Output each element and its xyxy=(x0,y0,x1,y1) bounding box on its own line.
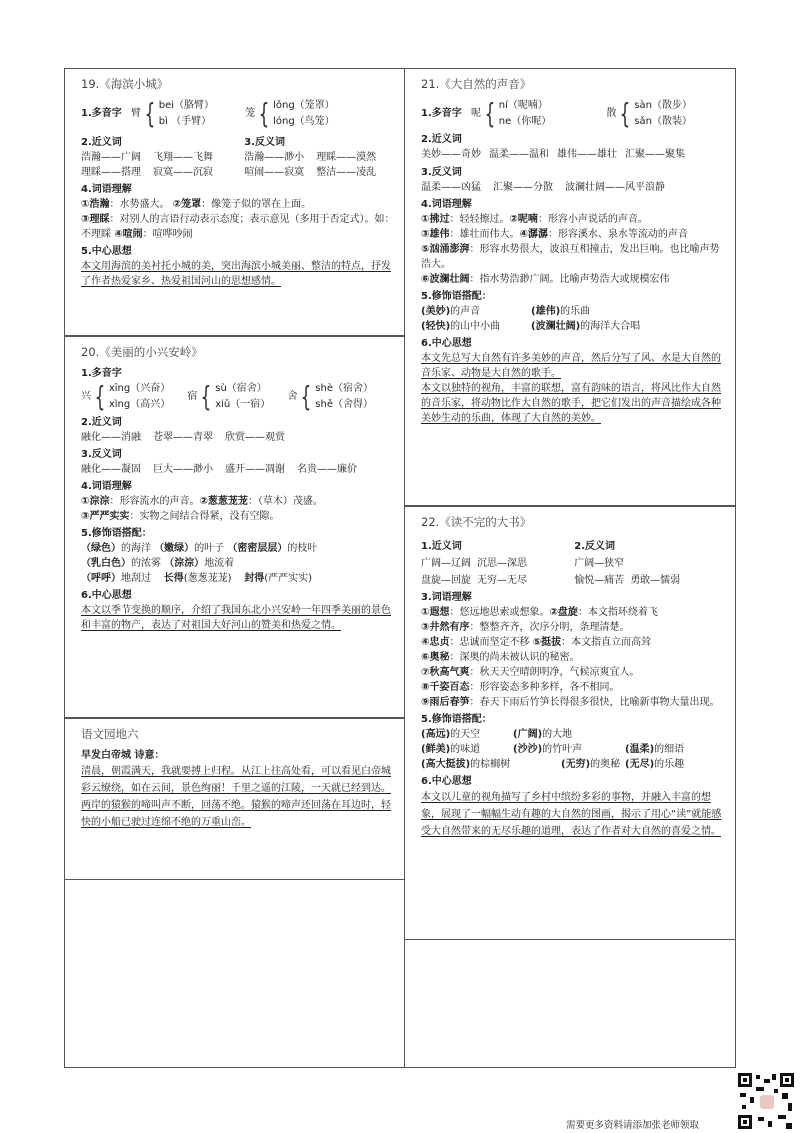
word-pair: 融化——消融 xyxy=(81,432,141,443)
heading-modifiers: 5.修饰语搭配： xyxy=(421,291,492,302)
heading-polyphone: 1.多音字 xyxy=(421,108,462,119)
brace-icon: { xyxy=(94,380,106,413)
modifier: (温柔) xyxy=(625,744,655,755)
word-pair: 寂寞——沉寂 xyxy=(153,167,213,178)
modified-word: 的天空 xyxy=(450,729,481,740)
modified-word: 的海洋 xyxy=(121,543,151,554)
polyphone-char: 兴 xyxy=(81,391,91,402)
word-pair: 巨大——渺小 xyxy=(153,464,213,475)
term-word: ②葱葱茏茏 xyxy=(199,496,248,507)
pinyin-reading: shè（宿舍） xyxy=(315,383,373,394)
polyphone-char: 臂 xyxy=(130,108,141,119)
term-word: ⑦秋高气爽 xyxy=(421,667,470,678)
modified-word: 地流着 xyxy=(204,558,235,569)
pinyin-reading: ne（你呢） xyxy=(498,116,552,127)
brace-icon: { xyxy=(200,380,212,413)
term-word: ⑥波澜壮阔 xyxy=(421,274,470,285)
brace-icon: { xyxy=(144,97,156,130)
theme-text: 本文先总写大自然有许多美妙的声音，然后分写了风、水是大自然的音乐家、动物是大自然的歌手。 xyxy=(421,353,721,379)
term-word: ⑨雨后春笋 xyxy=(421,697,470,708)
modified-word: 的叶子 xyxy=(194,543,225,554)
pinyin-reading: lóng（鸟笼） xyxy=(273,116,335,127)
term-definition: ：深奥的尚未被认识的秘密。 xyxy=(449,652,580,663)
term-definition: ：本文指环绕着飞 xyxy=(577,607,658,618)
modified-word: 的棕榈树 xyxy=(470,759,511,770)
term-definition: ：形容小声说话的声音。 xyxy=(537,214,648,225)
modifier: (无尽) xyxy=(625,759,655,770)
term-definition: ：实物之间结合得紧，没有空隙。 xyxy=(129,511,280,522)
word-pair: 浩瀚——广阔 xyxy=(81,152,141,163)
pinyin-reading: xìng（高兴） xyxy=(108,399,171,410)
modified-word: 的奥秘 xyxy=(590,759,621,770)
modifier: (美妙) xyxy=(421,306,451,317)
modified-word: 的乐曲 xyxy=(560,306,591,317)
heading-antonyms: 3.反义词 xyxy=(421,167,462,178)
term-definition: ：对别人的言语行动表示态度；表示意见（多用于否定式）。如：不理睬 xyxy=(81,214,395,240)
heading-modifiers: 5.修饰语搭配： xyxy=(421,714,492,725)
section-title: 19.《海滨小城》 xyxy=(81,77,169,91)
modified-word: 的海洋大合唱 xyxy=(580,321,641,332)
term-word: ③井然有序 xyxy=(421,622,470,633)
term-word: ②呢喃 xyxy=(509,214,538,225)
heading-synonyms: 2.近义词 xyxy=(421,134,462,145)
brace-icon: { xyxy=(301,380,312,413)
term-definition: ：喧哗吵闹 xyxy=(142,229,193,240)
term-definition: ：形容流水的声音。 xyxy=(109,496,200,507)
heading-theme: 6.中心思想 xyxy=(81,590,132,601)
brace-icon: { xyxy=(484,97,496,130)
word-pair: 勇敢—懦弱 xyxy=(630,575,681,586)
term-word: ③严严实实 xyxy=(81,511,130,522)
modified-word: 封得 xyxy=(244,573,265,584)
word-pair: 汇聚——分散 xyxy=(493,182,553,193)
modifier: (高大挺拔) xyxy=(421,759,471,770)
polyphone-char: 呢 xyxy=(470,108,481,119)
polyphone-char: 散 xyxy=(606,108,617,119)
word-pair: 广阔—辽阔 xyxy=(421,558,471,569)
heading-antonyms: 3.反义词 xyxy=(81,449,122,460)
word-pair: 飞翔——飞舞 xyxy=(153,152,213,163)
section-title: 21.《大自然的声音》 xyxy=(421,77,532,91)
heading-terms: 4.词语理解 xyxy=(421,199,472,210)
section-22 xyxy=(404,506,736,940)
modified-word: 的乐趣 xyxy=(654,759,685,770)
polyphone-char: 笼 xyxy=(245,108,256,119)
poem-meaning: 清晨，朝霞满天，我就要搏上归程。从江上往高处看，可以看见白帝城彩云缭绕，如在云间，景色绚丽！千里之遥的江陵，一天就已经到达。两岸的猿猴的啼叫声不断，回荡不绝。猿猴的啼声还回荡在耳边时，轻快的小船已驶过连绵不绝的万重山峦。 xyxy=(81,766,391,828)
pinyin-reading: xiǔ（一宿） xyxy=(215,399,271,410)
word-pair: 波澜壮阔——风平浪静 xyxy=(565,182,665,193)
term-word: ④忠贞 xyxy=(421,637,450,648)
term-word: ⑤汹涌澎湃 xyxy=(421,244,470,255)
term-word: ④潺潺 xyxy=(519,229,548,240)
word-pair: 喧闹——寂寞 xyxy=(244,167,305,178)
section-title: 语文园地六 xyxy=(81,727,139,741)
term-definition: ：春天下雨后竹笋长得很多很快，比喻新事物大量出现。 xyxy=(469,697,720,708)
polyphone-char: 宿 xyxy=(187,391,198,402)
term-word: ①淙淙 xyxy=(81,496,110,507)
modifier: (鲜美) xyxy=(421,744,451,755)
theme-text: 本文以独特的视角，丰富的联想，富有韵味的语言，将风比作大自然的音乐家，将动物比作大自然的歌手，把它们发出的声音描绘成各种美妙生动的乐曲，体现了大自然的美妙。 xyxy=(421,383,721,424)
section-20 xyxy=(64,336,405,718)
word-pair: 盘旋—回旋 xyxy=(421,575,471,586)
theme-text: 本文以季节变换的顺序，介绍了我国东北小兴安岭一年四季美丽的景色和丰富的物产，表达了对祖国大好河山的赞美和热爱之情。 xyxy=(81,605,391,631)
term-word: ①遐想 xyxy=(421,607,450,618)
word-pair: 沉思—深思 xyxy=(477,558,527,569)
poem-heading: 早发白帝城 诗意： xyxy=(81,750,165,761)
modified-word: 的细语 xyxy=(654,744,685,755)
term-definition: ：（草木）茂盛。 xyxy=(247,496,323,507)
word-pair: 温柔——凶猛 xyxy=(421,182,481,193)
term-word: ③理睬 xyxy=(81,214,110,225)
word-pair: 盛开——凋谢 xyxy=(225,464,285,475)
term-word: ②笼罩 xyxy=(172,199,202,210)
term-word: ①浩瀚 xyxy=(81,199,110,210)
term-definition: ：秋天天空晴朗明净，气候凉爽宜人。 xyxy=(469,667,640,678)
heading-theme: 5.中心思想 xyxy=(81,246,132,257)
modifier: (波澜壮阔) xyxy=(531,321,581,332)
modifier: (高远) xyxy=(421,729,451,740)
word-pair: 欣赏——观赏 xyxy=(225,432,285,443)
heading-theme: 6.中心思想 xyxy=(421,776,472,787)
section-poem xyxy=(64,718,405,880)
pinyin-reading: ní（呢喃） xyxy=(498,100,548,111)
word-pair: 名贵——廉价 xyxy=(297,464,357,475)
polyphone-char: 舍 xyxy=(287,391,298,402)
modifier: (无穷) xyxy=(561,759,591,770)
modifier: (严严实实) xyxy=(264,573,313,584)
modified-word: 的浓雾 xyxy=(131,558,161,569)
modified-word: 的味道 xyxy=(450,744,481,755)
heading-synonyms: 2.近义词 xyxy=(81,137,122,148)
heading-terms: 4.词语理解 xyxy=(81,184,132,195)
pinyin-reading: sǎn（散装） xyxy=(634,116,692,127)
theme-text: 本文用海滨的美衬托小城的美，突出海滨小城美丽、整洁的特点，抒发了作者热爱家乡、热爱祖国河山的思想感情。 xyxy=(81,261,391,287)
modified-word: 的枝叶 xyxy=(287,543,318,554)
word-pair: 整洁——凌乱 xyxy=(316,167,377,178)
heading-theme: 6.中心思想 xyxy=(421,338,472,349)
word-pair: 理睬——漠然 xyxy=(316,152,377,163)
modifier: （嫩绿） xyxy=(154,543,195,554)
modified-word: 的声音 xyxy=(450,306,481,317)
pinyin-reading: bì （手臂） xyxy=(158,116,212,127)
term-definition: ：本文指直立而高耸 xyxy=(561,637,652,648)
heading-terms: 4.词语理解 xyxy=(81,481,132,492)
term-definition: ：整整齐齐，次序分明，条理清楚。 xyxy=(469,622,630,633)
heading-polyphone: 1.多音字 xyxy=(81,368,122,379)
brace-icon: { xyxy=(258,97,270,130)
modifier: （淙淙） xyxy=(164,558,205,569)
term-definition: ：轻轻擦过。 xyxy=(449,214,510,225)
heading-polyphone: 1.多音字 xyxy=(81,108,122,119)
term-word: ②盘旋 xyxy=(549,607,578,618)
section-title: 20.《美丽的小兴安岭》 xyxy=(81,345,203,359)
heading-antonyms: 3.反义词 xyxy=(244,137,285,148)
pinyin-reading: lǒng（笼罩） xyxy=(273,100,335,111)
pinyin-reading: sù（宿舍） xyxy=(215,383,267,394)
term-word: ⑥奥秘 xyxy=(421,652,450,663)
brace-icon: { xyxy=(620,97,631,130)
word-pair: 温柔——温和 xyxy=(489,149,549,160)
word-pair: 融化——凝固 xyxy=(81,464,141,475)
modified-word: 的山中小曲 xyxy=(450,321,501,332)
word-pair: 无穷—无尽 xyxy=(477,575,527,586)
heading-modifiers: 5.修饰语搭配： xyxy=(81,528,152,539)
term-word: ④喧闹 xyxy=(114,229,143,240)
term-definition: ：形容水势很大，波浪互相撞击，发出巨响。也比喻声势浩大。 xyxy=(421,244,720,270)
term-word: ③雄伟 xyxy=(421,229,450,240)
heading-synonyms: 1.近义词 xyxy=(421,541,462,552)
word-pair: 苍翠——青翠 xyxy=(153,432,213,443)
qr-code-icon xyxy=(736,1071,798,1133)
pinyin-reading: xīng（兴奋） xyxy=(108,383,171,394)
modified-word: 的大地 xyxy=(542,729,573,740)
modifier: (轻快) xyxy=(421,321,451,332)
term-definition: ：水势盛大。 xyxy=(109,199,170,210)
modified-word: 的竹叶声 xyxy=(542,744,583,755)
modifier: (沙沙) xyxy=(513,744,543,755)
term-definition: ：形容姿态多种多样，各不相同。 xyxy=(469,682,620,693)
word-pair: 浩瀚——渺小 xyxy=(244,152,305,163)
term-definition: ：指水势浩渺广阔。比喻声势浩大或规模宏伟 xyxy=(469,274,670,285)
section-21 xyxy=(404,68,736,506)
section-title: 22.《读不完的大书》 xyxy=(421,515,532,529)
modifier: (葱葱茏茏) xyxy=(183,573,232,584)
footer-note: 需要更多资料请添加张老师领取 xyxy=(566,1120,700,1131)
modifier: （绿色） xyxy=(81,543,121,554)
term-definition: ：忠诚而坚定不移 xyxy=(449,637,530,648)
word-pair: 愉悦—痛苦 xyxy=(574,575,625,586)
term-word: ⑤挺拔 xyxy=(532,637,562,648)
word-pair: 理睬——搭理 xyxy=(81,167,141,178)
modified-word: 地刮过 xyxy=(121,573,151,584)
term-definition: ：形容溪水、泉水等流动的声音 xyxy=(547,229,688,240)
pinyin-reading: shě（舍得） xyxy=(315,399,373,410)
term-word: ⑧千姿百态 xyxy=(421,682,470,693)
heading-terms: 3.词语理解 xyxy=(421,592,472,603)
modifier: （呼呼） xyxy=(81,573,121,584)
word-pair: 美妙——奇妙 xyxy=(421,149,481,160)
modifier: (雄伟) xyxy=(531,306,561,317)
modifier: （密密层层） xyxy=(227,543,288,554)
word-pair: 雄伟——雄壮 xyxy=(557,149,617,160)
modifier: (广阔) xyxy=(513,729,543,740)
term-definition: ：雄壮而伟大。 xyxy=(449,229,520,240)
theme-text: 本文以儿童的视角描写了乡村中缤纷多彩的事物，并融入丰富的想象，展现了一幅幅生动有趣的大自然的图画，揭示了用心“读”就能感受大自然带来的无尽乐趣的道理，表达了作者对大自然的喜爱之情。 xyxy=(421,792,722,837)
modified-word: 长得 xyxy=(163,573,184,584)
word-pair: 广阔—狭窄 xyxy=(574,558,625,569)
heading-antonyms: 2.反义词 xyxy=(574,541,615,552)
word-pair: 汇聚——聚集 xyxy=(625,149,685,160)
term-definition: ：像笼子似的罩在上面。 xyxy=(201,199,312,210)
section-19 xyxy=(64,68,405,336)
modifier: （乳白色） xyxy=(81,558,131,569)
pinyin-reading: bei（胳臂） xyxy=(158,100,215,111)
pinyin-reading: sàn（散步） xyxy=(634,100,692,111)
term-word: ①拂过 xyxy=(421,214,450,225)
term-definition: ：悠远地思索或想象。 xyxy=(449,607,550,618)
heading-synonyms: 2.近义词 xyxy=(81,417,122,428)
